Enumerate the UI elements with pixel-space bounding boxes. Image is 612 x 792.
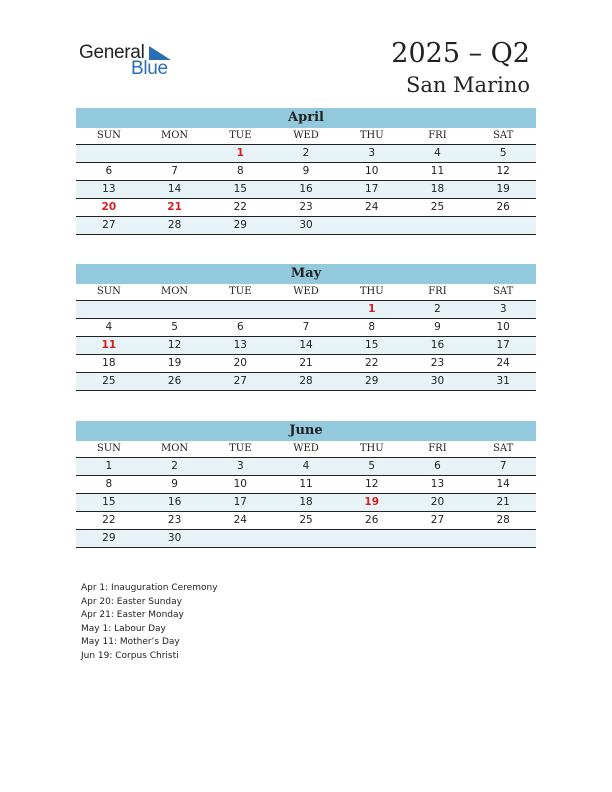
day-cell [339,530,405,547]
day-cell [207,301,273,318]
day-cell [273,301,339,318]
day-cell: 29 [233,219,247,231]
weekday-label: SUN [96,130,121,141]
day-cell: 8 [368,321,376,333]
page-subtitle: San Marino [405,73,530,97]
month-header: June [76,421,536,441]
day-cell: 21 [299,357,313,369]
day-cell: 20 [233,357,247,369]
title-block [391,37,530,99]
holiday-item: Apr 1: Inauguration Ceremony [81,583,218,593]
weekday-header-row [76,441,536,458]
day-cell: 13 [102,183,116,195]
day-cell: 18 [299,496,313,508]
day-cell: 9 [302,165,310,177]
month-header: May [76,264,536,284]
day-cell: 12 [167,339,182,351]
day-cell: 13 [430,478,445,490]
week-row [76,530,536,548]
day-cell [339,217,405,234]
month-header: April [76,108,536,128]
day-cell: 23 [167,514,182,526]
day-cell: 4 [105,321,113,333]
day-cell: 16 [430,339,445,351]
day-cell: 23 [430,357,445,369]
month-calendar-april [76,108,536,235]
day-cell [273,530,339,547]
day-cell: 10 [365,165,379,177]
week-row [76,181,536,199]
day-cell: 7 [302,321,310,333]
day-cell: 7 [499,460,507,472]
page-title: 2025 – Q2 [391,38,530,69]
day-cell: 18 [430,183,445,195]
day-cell [470,217,536,234]
month-calendar-may [76,264,536,391]
day-cell: 15 [102,496,116,508]
day-cell: 28 [167,219,182,231]
day-cell: 24 [496,357,510,369]
day-cell: 8 [236,165,244,177]
day-cell: 25 [299,514,313,526]
weekday-label: WED [293,286,319,297]
day-cell [207,530,273,547]
day-cell: 12 [365,478,379,490]
holiday-item: Jun 19: Corpus Christi [81,650,179,661]
day-cell: 30 [167,532,182,544]
day-cell [142,301,208,318]
day-cell: 26 [496,201,510,213]
weekday-label: FRI [428,443,447,454]
day-cell: 7 [171,165,178,177]
day-cell [405,530,471,547]
holiday-day-cell: 19 [364,496,380,508]
weekday-label: MON [160,130,189,141]
weekday-label: TUE [229,443,252,454]
weekday-label: THU [359,443,384,454]
weekday-label: SAT [493,286,514,297]
week-row [76,373,536,391]
week-row [76,145,536,163]
weekday-label: FRI [428,286,447,297]
day-cell: 16 [299,183,313,195]
day-cell: 8 [105,478,113,490]
day-cell: 17 [496,339,510,351]
day-cell: 25 [430,201,445,213]
holiday-item: May 1: Labour Day [81,623,166,634]
weekday-label: MON [160,443,189,454]
day-cell: 14 [299,339,313,351]
week-row [76,301,536,319]
weekday-label: SAT [493,130,514,141]
holiday-day-cell: 21 [167,201,182,213]
day-cell: 27 [233,375,247,387]
week-row [76,476,536,494]
weekday-label: TUE [229,286,252,297]
day-cell: 22 [365,357,379,369]
holiday-day-cell: 1 [368,303,376,315]
day-cell: 3 [499,303,507,315]
day-cell: 18 [102,357,116,369]
holiday-day-cell: 11 [101,339,117,351]
day-cell: 14 [496,478,510,490]
day-cell [76,301,142,318]
day-cell: 22 [233,201,247,213]
day-cell: 22 [102,514,116,526]
weekday-label: WED [293,443,319,454]
day-cell: 6 [434,460,441,472]
weekday-label: TUE [229,130,252,141]
weekday-header-row [76,284,536,301]
week-row [76,163,536,181]
day-cell: 23 [299,201,313,213]
holiday-day-cell: 20 [101,201,117,213]
week-row [76,337,536,355]
week-row [76,494,536,512]
holiday-item: Apr 20: Easter Sunday [81,596,182,607]
generalblue-logo [79,42,179,82]
day-cell: 9 [434,321,441,333]
day-cell: 6 [236,321,244,333]
day-cell [76,145,142,162]
day-cell: 17 [365,183,379,195]
weekday-label: SUN [96,443,121,454]
day-cell: 2 [302,147,310,159]
day-cell: 28 [299,375,313,387]
week-row [76,512,536,530]
day-cell: 10 [496,321,510,333]
weekday-label: SUN [96,286,121,297]
day-cell: 21 [496,496,510,508]
day-cell [142,145,208,162]
day-cell [405,217,471,234]
weekday-header-row [76,128,536,145]
day-cell: 14 [167,183,182,195]
day-cell: 12 [496,165,510,177]
day-cell: 28 [496,514,510,526]
day-cell: 29 [365,375,379,387]
day-cell: 19 [167,357,182,369]
week-row [76,319,536,337]
day-cell: 20 [430,496,445,508]
month-calendar-june [76,421,536,548]
weekday-label: FRI [428,130,447,141]
day-cell: 11 [299,478,313,490]
weekday-label: MON [160,286,189,297]
day-cell: 3 [236,460,244,472]
logo-text-blue: Blue [131,58,168,79]
day-cell: 15 [233,183,247,195]
day-cell: 4 [302,460,310,472]
holiday-list [81,582,218,664]
day-cell: 30 [299,219,313,231]
day-cell: 26 [167,375,182,387]
weekday-label: SAT [493,443,514,454]
day-cell: 25 [102,375,116,387]
day-cell: 2 [171,460,178,472]
holiday-item: Apr 21: Easter Monday [81,610,184,621]
day-cell: 29 [102,532,116,544]
day-cell: 16 [167,496,182,508]
day-cell: 6 [105,165,113,177]
day-cell: 31 [496,375,510,387]
week-row [76,355,536,373]
day-cell: 24 [365,201,379,213]
day-cell: 24 [233,514,247,526]
day-cell: 17 [233,496,247,508]
weekday-label: WED [293,130,319,141]
day-cell: 27 [102,219,116,231]
day-cell: 2 [434,303,441,315]
day-cell: 27 [430,514,445,526]
day-cell: 19 [496,183,510,195]
day-cell: 9 [171,478,178,490]
day-cell: 11 [430,165,445,177]
day-cell: 3 [368,147,376,159]
weekday-label: THU [359,286,384,297]
week-row [76,458,536,476]
day-cell: 4 [434,147,441,159]
weekday-label: THU [359,130,384,141]
day-cell: 26 [365,514,379,526]
day-cell: 5 [171,321,178,333]
logo-text-general: General [79,42,145,63]
day-cell: 10 [233,478,247,490]
day-cell [470,530,536,547]
day-cell: 13 [233,339,247,351]
week-row [76,199,536,217]
day-cell: 30 [430,375,445,387]
week-row [76,217,536,235]
day-cell: 5 [368,460,376,472]
day-cell: 15 [365,339,379,351]
day-cell: 1 [105,460,113,472]
holiday-item: May 11: Mother’s Day [81,637,180,648]
day-cell: 5 [499,147,507,159]
holiday-day-cell: 1 [236,147,244,159]
